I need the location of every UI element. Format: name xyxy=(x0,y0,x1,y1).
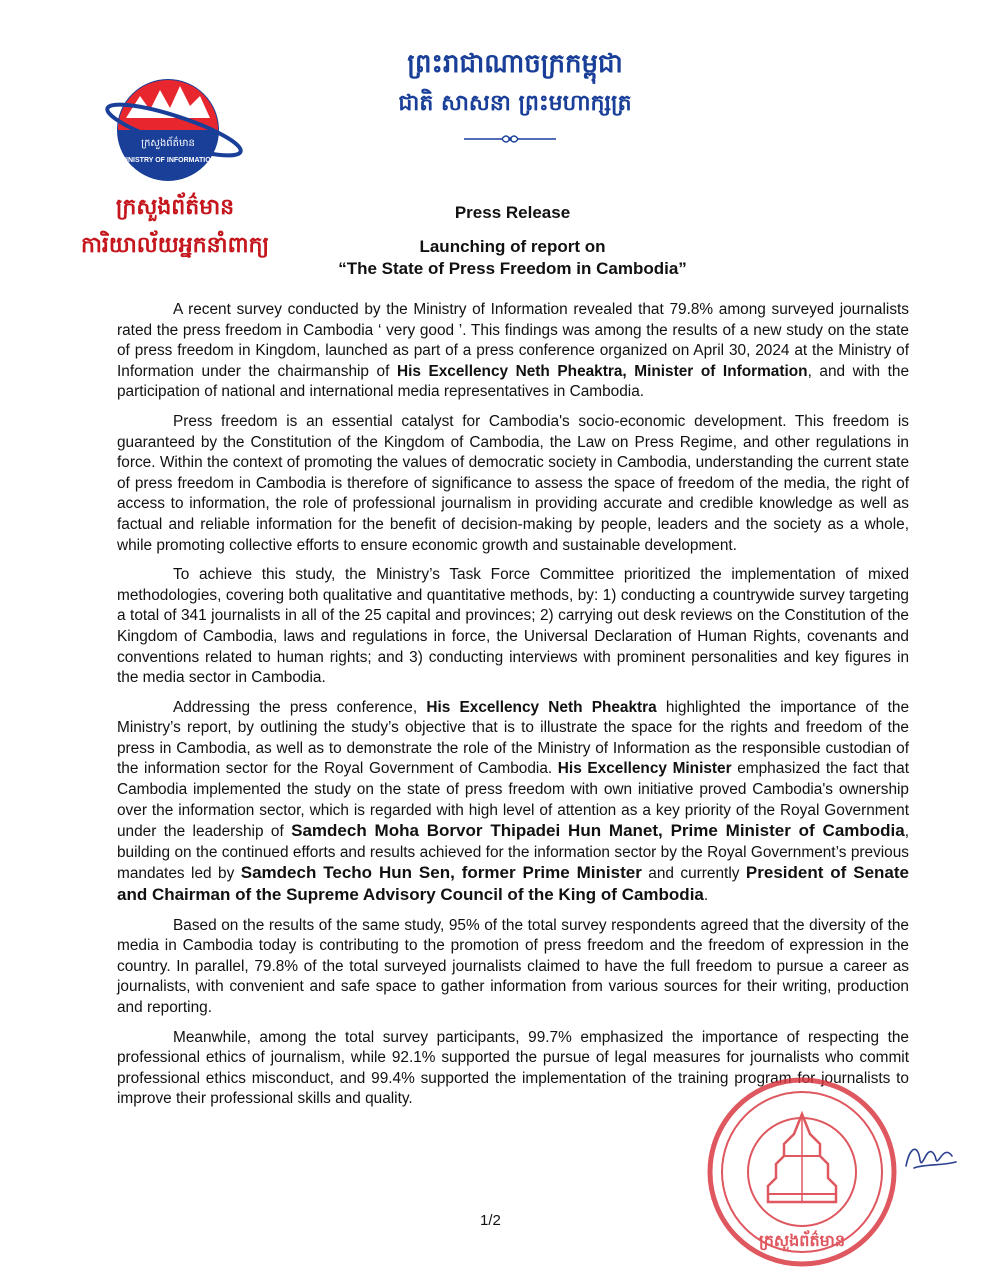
seal-text: ក្រសួងព័ត៌មាន xyxy=(758,1231,846,1250)
paragraph-5: Based on the results of the same study, 95% of the total survey respondents agreed that the diversity of the media in Cambodia today is contributing to the promotion of press freedom and the freedom of expression in the country. In parallel, 79.8% of the total surveyed journalists claimed to have the full freedom to pursue a career as journalists, with convenient and safe space to gather information from various sources for their writing, production and reporting. xyxy=(117,916,909,1016)
paragraph-6: Meanwhile, among the total survey participants, 99.7% emphasized the importance of respecting the professional ethics of journalism, while 92.1% supported the pursue of legal measures for journalists who commit professional ethics misconduct, and 99.4% supported the implementation of the training program for journalists to improve their professional skills and quality. xyxy=(117,1028,909,1108)
spokesperson-office-khmer: ការិយាល័យអ្នកនាំពាក្យ xyxy=(80,233,270,258)
page-number: 1/2 xyxy=(480,1212,501,1229)
press-release-body xyxy=(117,300,909,1119)
paragraph-3: To achieve this study, the Ministry’s Task Force Committee prioritized the implementation of mixed methodologies, covering both qualitative and quantitative methods, by: 1) conducting a countrywide survey targeting a total of 341 journalists in all of the 25 capital and provinces; 2) carrying out desk reviews on the Constitution of the Kingdom of Cambodia, laws and regulations in force, the Universal Declaration of Human Rights, covenants and conventions related to human rights; and 3) conducting interviews with prominent personalities and key figures in the media sector in Cambodia. xyxy=(117,566,909,687)
ministry-name-khmer: ក្រសួងព័ត៌មាន xyxy=(115,195,235,220)
national-motto-khmer: ជាតិ សាសនា ព្រះមហាក្សត្រ xyxy=(398,91,632,116)
logo-english-text: MINISTRY OF INFORMATION xyxy=(120,157,216,164)
logo-khmer-text: ក្រសួងព័ត៌មាន xyxy=(141,138,195,149)
report-name: “The State of Press Freedom in Cambodia” xyxy=(338,259,687,278)
document-title: Press Release xyxy=(454,203,571,222)
document-subtitle: Launching of report on xyxy=(419,237,606,256)
kingdom-name-khmer: ព្រះរាជាណាចក្រកម្ពុជា xyxy=(407,49,623,79)
ministry-logo xyxy=(96,66,246,196)
handwritten-signature xyxy=(900,1136,960,1176)
paragraph-4: Addressing the press conference, His Excellency Neth Pheaktra highlighted the importance of the Ministry’s report, by outlining the study’s objective that is to illustrate the space for the rights and freedom of the press in Cambodia, as well as to demonstrate the role of the Ministry of Information as the responsible custodian of the information sector for the Royal Government of Cambodia. His Excellency Minister emphasized the fact that Cambodia implemented the study on the state of press freedom with own initiative proved Cambodia's ownership over the information sector, which is regarded with high level of attention as a key priority of the Royal Government under the leadership of Samdech Moha Borvor Thipadei Hun Manet, Prime Minister of Cambodia, building on the continued efforts and results achieved for the information sector by the Royal Government’s previous mandates led by Samdech Techo Hun Sen, former Prime Minister and currently President of Senate and Chairman of the Supreme Advisory Council of the King of Cambodia. xyxy=(117,698,910,905)
official-seal-stamp xyxy=(704,1074,900,1270)
paragraph-2: Press freedom is an essential catalyst for Cambodia's socio-economic development. This freedom is guaranteed by the Constitution of the Kingdom of Cambodia, the Law on Press Regime, and other regulations in force. Within the context of promoting the values of democratic society in Cambodia, understanding the current state of press freedom in Cambodia is therefore of significance to assess the space of freedom of the media, the right of access to information, the role of professional journalism in providing accurate and credible knowledge as well as factual and reliable information for the benefit of decision-making by people, leaders and the society as a whole, while promoting collective efforts to ensure economic growth and sustainable development. xyxy=(117,412,909,554)
decorative-divider xyxy=(462,132,558,146)
paragraph-1: A recent survey conducted by the Ministry of Information revealed that 79.8% among surveyed journalists rated the press freedom in Cambodia ‘ very good ’. This findings was among the results of a new study on the state of press freedom in Kingdom, launched as part of a press conference organized on April 30, 2024 at the Ministry of Information under the chairmanship of His Excellency Neth Pheaktra, Minister of Information, and with the participation of national and international media representatives in Cambodia. xyxy=(117,301,909,401)
